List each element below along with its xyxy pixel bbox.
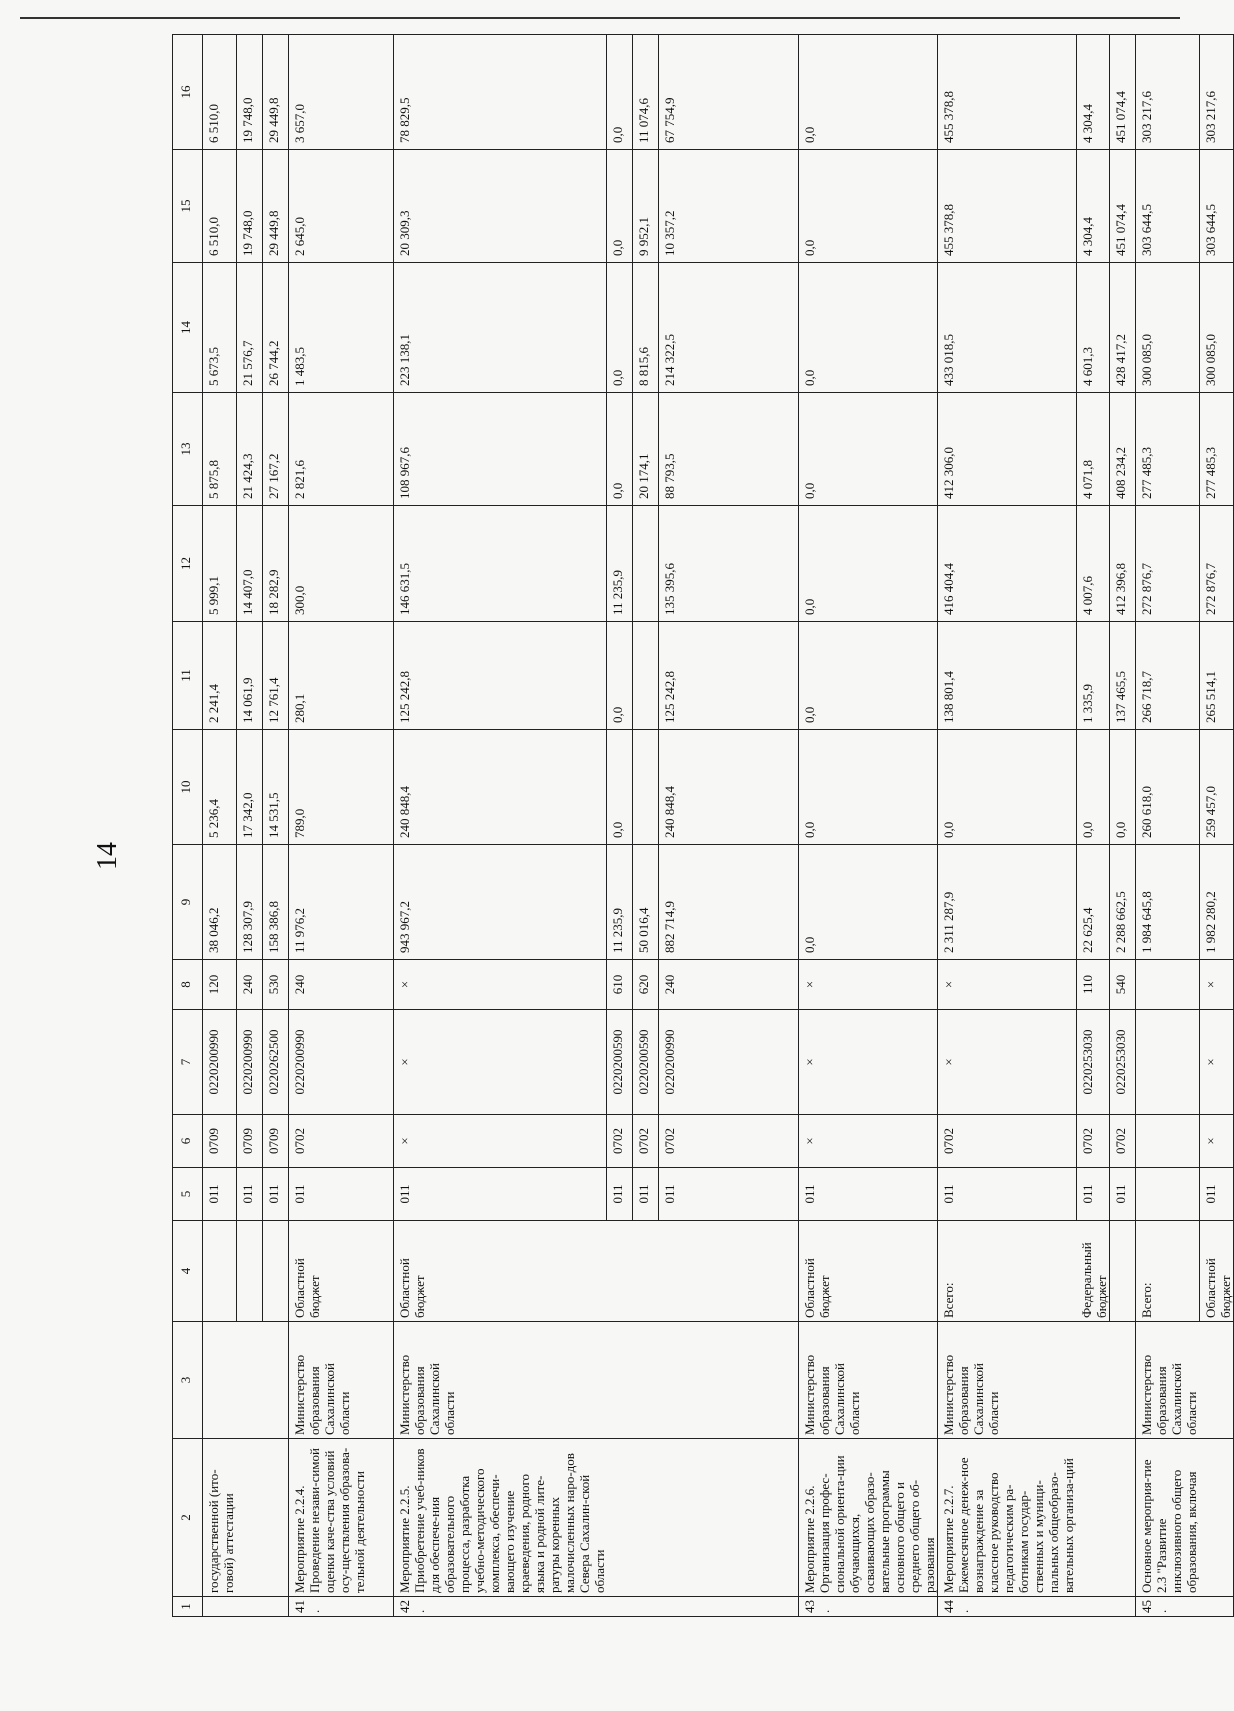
- table-cell: 300,0: [288, 506, 393, 622]
- column-header: 3: [173, 1322, 203, 1439]
- table-cell: 43.: [799, 1597, 938, 1617]
- table-cell: 011: [236, 1168, 262, 1221]
- table-cell: 120: [203, 960, 237, 1010]
- table-cell: 135 395,6: [659, 506, 799, 622]
- table-cell: [659, 1322, 799, 1439]
- table-cell: ×: [393, 1115, 607, 1168]
- table-cell: [633, 1597, 659, 1617]
- table-cell: 303 644,5: [1136, 150, 1200, 263]
- table-cell: 455 378,8: [938, 35, 1077, 150]
- table-cell: 0709: [203, 1115, 237, 1168]
- table-cell: 011: [262, 1168, 288, 1221]
- table-cell: 137 465,5: [1110, 622, 1136, 730]
- table-cell: [236, 1322, 262, 1439]
- table-cell: 11 976,2: [288, 845, 393, 960]
- table-cell: 125 242,8: [393, 622, 607, 730]
- table-cell: 266 718,7: [1136, 622, 1200, 730]
- table-cell: 20 174,1: [633, 393, 659, 506]
- table-cell: 11 235,9: [607, 845, 633, 960]
- table-cell: Областной бюджет: [1199, 1221, 1233, 1322]
- table-cell: 0709: [236, 1115, 262, 1168]
- table-cell: [262, 1597, 288, 1617]
- table-cell: 240 848,4: [393, 730, 607, 845]
- table-cell: 3 657,0: [288, 35, 393, 150]
- table-cell: Мероприятие 2.2.7. Ежемесячное денеж-ное вознаграждение за классное руководство педагогическим ра-ботникам государ-ственных и муници-пальных общеобразо-вательных организа-ций: [938, 1439, 1077, 1597]
- table-cell: 2 288 662,5: [1110, 845, 1136, 960]
- table-cell: 0702: [607, 1115, 633, 1168]
- column-header: 13: [173, 393, 203, 506]
- table-cell: [1110, 1322, 1136, 1439]
- table-cell: 38 046,2: [203, 845, 237, 960]
- table-row: [236, 35, 262, 1617]
- table-cell: Федеральный бюджет: [1076, 1221, 1110, 1322]
- table-cell: 0702: [938, 1115, 1077, 1168]
- table-cell: [1136, 1168, 1200, 1221]
- table-cell: 29 449,8: [262, 35, 288, 150]
- table-cell: 11 074,6: [633, 35, 659, 150]
- table-cell: 50 016,4: [633, 845, 659, 960]
- budget-table: [172, 34, 1234, 1617]
- table-cell: 011: [633, 1168, 659, 1221]
- table-cell: 277 485,3: [1136, 393, 1200, 506]
- table-row: [393, 35, 607, 1617]
- table-row: [203, 35, 237, 1617]
- table-row: [938, 35, 1077, 1617]
- table-cell: 610: [607, 960, 633, 1010]
- table-cell: 14 531,5: [262, 730, 288, 845]
- table-cell: 0,0: [799, 263, 938, 393]
- table-cell: 451 074,4: [1110, 150, 1136, 263]
- table-cell: [607, 1221, 633, 1322]
- table-cell: 240: [659, 960, 799, 1010]
- table-cell: ×: [799, 960, 938, 1010]
- table-cell: 21 576,7: [236, 263, 262, 393]
- column-header: 4: [173, 1221, 203, 1322]
- table-cell: 620: [633, 960, 659, 1010]
- table-cell: 0,0: [799, 506, 938, 622]
- table-cell: Всего:: [1136, 1221, 1200, 1322]
- table-cell: [1199, 1439, 1233, 1597]
- table-cell: 0702: [633, 1115, 659, 1168]
- table-row: [633, 35, 659, 1617]
- table-cell: 240: [288, 960, 393, 1010]
- table-cell: 240 848,4: [659, 730, 799, 845]
- table-row: [262, 35, 288, 1617]
- table-cell: 0709: [262, 1115, 288, 1168]
- table-cell: 4 304,4: [1076, 35, 1110, 150]
- table-cell: 2 241,4: [203, 622, 237, 730]
- table-cell: 6 510,0: [203, 150, 237, 263]
- table-cell: 011: [1199, 1168, 1233, 1221]
- table-cell: 10 357,2: [659, 150, 799, 263]
- table-cell: 1 984 645,8: [1136, 845, 1200, 960]
- table-cell: 8 815,6: [633, 263, 659, 393]
- table-cell: 272 876,7: [1136, 506, 1200, 622]
- table-cell: 67 754,9: [659, 35, 799, 150]
- table-cell: Министерство образования Сахалинской области: [938, 1322, 1077, 1439]
- table-cell: 45.: [1136, 1597, 1200, 1617]
- table-cell: Областной бюджет: [393, 1221, 607, 1322]
- table-cell: 5 875,8: [203, 393, 237, 506]
- table-cell: 1 982 280,2: [1199, 845, 1233, 960]
- table-cell: 0702: [1110, 1115, 1136, 1168]
- column-header: 14: [173, 263, 203, 393]
- column-header: 11: [173, 622, 203, 730]
- table-cell: 2 645,0: [288, 150, 393, 263]
- table-cell: [203, 1597, 237, 1617]
- column-header: 12: [173, 506, 203, 622]
- table-cell: 14 061,9: [236, 622, 262, 730]
- table-cell: [236, 1439, 262, 1597]
- table-cell: 4 071,8: [1076, 393, 1110, 506]
- table-cell: 108 967,6: [393, 393, 607, 506]
- table-row: [1110, 35, 1136, 1617]
- table-cell: 011: [938, 1168, 1077, 1221]
- table-cell: 0,0: [607, 150, 633, 263]
- table-cell: 0220200990: [659, 1010, 799, 1115]
- table-cell: [607, 1597, 633, 1617]
- table-cell: 303 644,5: [1199, 150, 1233, 263]
- table-cell: ×: [1199, 960, 1233, 1010]
- column-header: 9: [173, 845, 203, 960]
- table-cell: 011: [607, 1168, 633, 1221]
- table-cell: Министерство образования Сахалинской области: [288, 1322, 393, 1439]
- table-cell: 943 967,2: [393, 845, 607, 960]
- table-cell: 0,0: [607, 263, 633, 393]
- table-cell: [607, 1439, 633, 1597]
- table-cell: [203, 1322, 237, 1439]
- table-cell: [262, 1221, 288, 1322]
- table-cell: [659, 1597, 799, 1617]
- table-cell: 214 322,5: [659, 263, 799, 393]
- table-cell: 277 485,3: [1199, 393, 1233, 506]
- table-cell: 0,0: [1076, 730, 1110, 845]
- column-header: 2: [173, 1439, 203, 1597]
- table-cell: ×: [1199, 1115, 1233, 1168]
- table-cell: [1076, 1597, 1110, 1617]
- table-cell: 223 138,1: [393, 263, 607, 393]
- table-cell: 408 234,2: [1110, 393, 1136, 506]
- table-cell: 300 085,0: [1199, 263, 1233, 393]
- table-cell: 0,0: [607, 393, 633, 506]
- table-cell: 0,0: [1110, 730, 1136, 845]
- table-cell: 0220200590: [633, 1010, 659, 1115]
- table-cell: 5 673,5: [203, 263, 237, 393]
- table-cell: [633, 730, 659, 845]
- table-cell: 0220262500: [262, 1010, 288, 1115]
- table-cell: 011: [799, 1168, 938, 1221]
- table-row: [799, 35, 938, 1617]
- table-cell: 11 235,9: [607, 506, 633, 622]
- table-cell: 011: [1076, 1168, 1110, 1221]
- table-cell: 4 007,6: [1076, 506, 1110, 622]
- table-cell: 0702: [288, 1115, 393, 1168]
- table-cell: 303 217,6: [1136, 35, 1200, 150]
- table-cell: [607, 1322, 633, 1439]
- table-cell: 412 306,0: [938, 393, 1077, 506]
- table-cell: ×: [799, 1010, 938, 1115]
- table-cell: 0,0: [607, 730, 633, 845]
- table-cell: 0,0: [799, 393, 938, 506]
- table-cell: 412 396,8: [1110, 506, 1136, 622]
- table-cell: 125 242,8: [659, 622, 799, 730]
- table-cell: 0,0: [799, 35, 938, 150]
- table-cell: [262, 1439, 288, 1597]
- table-cell: 0702: [1076, 1115, 1110, 1168]
- column-header: 15: [173, 150, 203, 263]
- table-cell: 0220200990: [236, 1010, 262, 1115]
- table-cell: 22 625,4: [1076, 845, 1110, 960]
- table-row: [659, 35, 799, 1617]
- table-cell: 9 952,1: [633, 150, 659, 263]
- table-cell: [236, 1221, 262, 1322]
- table-cell: ×: [393, 960, 607, 1010]
- column-header: 10: [173, 730, 203, 845]
- table-cell: [1136, 960, 1200, 1010]
- table-cell: 12 761,4: [262, 622, 288, 730]
- table-cell: 0,0: [799, 730, 938, 845]
- table-cell: 21 424,3: [236, 393, 262, 506]
- table-cell: 011: [659, 1168, 799, 1221]
- table-row: [1199, 35, 1233, 1617]
- table-cell: 300 085,0: [1136, 263, 1200, 393]
- table-cell: [203, 1221, 237, 1322]
- table-row: [288, 35, 393, 1617]
- table-cell: 17 342,0: [236, 730, 262, 845]
- table-cell: 540: [1110, 960, 1136, 1010]
- table-cell: 158 386,8: [262, 845, 288, 960]
- table-cell: 272 876,7: [1199, 506, 1233, 622]
- table-cell: 011: [203, 1168, 237, 1221]
- table-cell: 78 829,5: [393, 35, 607, 150]
- table-cell: Министерство образования Сахалинской области: [799, 1322, 938, 1439]
- column-header: 8: [173, 960, 203, 1010]
- table-cell: 2 311 287,9: [938, 845, 1077, 960]
- table-cell: 0220200990: [288, 1010, 393, 1115]
- table-cell: 0702: [659, 1115, 799, 1168]
- table-cell: государственной (ито-говой) аттестации: [203, 1439, 237, 1597]
- table-cell: 88 793,5: [659, 393, 799, 506]
- table-cell: ×: [799, 1115, 938, 1168]
- table-cell: 240: [236, 960, 262, 1010]
- table-cell: 5 236,4: [203, 730, 237, 845]
- column-header: 7: [173, 1010, 203, 1115]
- table-cell: 416 404,4: [938, 506, 1077, 622]
- table-cell: ×: [393, 1010, 607, 1115]
- table-cell: [1136, 1010, 1200, 1115]
- table-cell: 18 282,9: [262, 506, 288, 622]
- table-cell: 0220200590: [607, 1010, 633, 1115]
- table-cell: [262, 1322, 288, 1439]
- table-cell: Мероприятие 2.2.5. Приобретение учеб-ников для обеспече-ния образовательного процесса, разработка учебно-методического комплекса, обеспечи-вающего изучение краеведения, родного языка и родной лите-ратуры коренных малочисленных наро-дов Севера Сахалин-ской области: [393, 1439, 607, 1597]
- table-cell: 42.: [393, 1597, 607, 1617]
- table-cell: [1110, 1597, 1136, 1617]
- table-cell: 0,0: [938, 730, 1077, 845]
- table-cell: [633, 622, 659, 730]
- table-cell: 1 483,5: [288, 263, 393, 393]
- table-row: [1076, 35, 1110, 1617]
- table-cell: [1110, 1439, 1136, 1597]
- table-cell: 14 407,0: [236, 506, 262, 622]
- table-cell: [633, 1221, 659, 1322]
- table-cell: [1199, 1597, 1233, 1617]
- table-cell: [1199, 1322, 1233, 1439]
- table-cell: 451 074,4: [1110, 35, 1136, 150]
- column-header: 6: [173, 1115, 203, 1168]
- table-cell: 433 018,5: [938, 263, 1077, 393]
- table-cell: 0,0: [799, 845, 938, 960]
- table-cell: Мероприятие 2.2.4. Проведение незави-симой оценки каче-ства условий осу-ществления образова-тельной деятельности: [288, 1439, 393, 1597]
- table-cell: 0,0: [799, 622, 938, 730]
- page-number: 14: [92, 842, 123, 870]
- table-cell: 280,1: [288, 622, 393, 730]
- column-header: 5: [173, 1168, 203, 1221]
- table-cell: 128 307,9: [236, 845, 262, 960]
- table-cell: 5 999,1: [203, 506, 237, 622]
- table-cell: 27 167,2: [262, 393, 288, 506]
- table-row: [1136, 35, 1200, 1617]
- table-cell: 0,0: [607, 622, 633, 730]
- table-cell: 110: [1076, 960, 1110, 1010]
- table-cell: 0220253030: [1076, 1010, 1110, 1115]
- table-cell: 29 449,8: [262, 150, 288, 263]
- table-cell: 138 801,4: [938, 622, 1077, 730]
- table-cell: 259 457,0: [1199, 730, 1233, 845]
- table-cell: Министерство образования Сахалинской области: [1136, 1322, 1200, 1439]
- table-cell: [236, 1597, 262, 1617]
- table-cell: 26 744,2: [262, 263, 288, 393]
- table-cell: [1136, 1115, 1200, 1168]
- table-cell: 44.: [938, 1597, 1077, 1617]
- table-cell: 303 217,6: [1199, 35, 1233, 150]
- table-cell: [633, 1322, 659, 1439]
- table-cell: 011: [288, 1168, 393, 1221]
- table-cell: 0,0: [799, 150, 938, 263]
- table-cell: ×: [1199, 1010, 1233, 1115]
- table-cell: 19 748,0: [236, 35, 262, 150]
- table-cell: 260 618,0: [1136, 730, 1200, 845]
- table-cell: 20 309,3: [393, 150, 607, 263]
- table-cell: Мероприятие 2.2.6. Организация профес-сиональной ориента-ции обучающихся, осваивающих образо-вательные программы основного общего и среднего общего об-разования: [799, 1439, 938, 1597]
- table-cell: [1076, 1322, 1110, 1439]
- table-cell: Областной бюджет: [288, 1221, 393, 1322]
- table-cell: 789,0: [288, 730, 393, 845]
- table-cell: [633, 1439, 659, 1597]
- table-cell: [659, 1221, 799, 1322]
- bottom-edge-line: [20, 17, 1180, 19]
- table-cell: 265 514,1: [1199, 622, 1233, 730]
- table-cell: 4 304,4: [1076, 150, 1110, 263]
- table-cell: Министерство образования Сахалинской области: [393, 1322, 607, 1439]
- table-cell: [633, 506, 659, 622]
- table-cell: 428 417,2: [1110, 263, 1136, 393]
- column-header: 1: [173, 1597, 203, 1617]
- table-cell: 19 748,0: [236, 150, 262, 263]
- table-cell: 4 601,3: [1076, 263, 1110, 393]
- table-cell: [1076, 1439, 1110, 1597]
- table-cell: 0220253030: [1110, 1010, 1136, 1115]
- table-cell: 455 378,8: [938, 150, 1077, 263]
- table-row: [607, 35, 633, 1617]
- table-cell: ×: [938, 960, 1077, 1010]
- table-cell: 146 631,5: [393, 506, 607, 622]
- table-cell: Основное мероприя-тие 2.3 "Развитие инклюзивного общего образования, включая: [1136, 1439, 1200, 1597]
- table-cell: 0220200990: [203, 1010, 237, 1115]
- table-cell: Областной бюджет: [799, 1221, 938, 1322]
- table-cell: 011: [393, 1168, 607, 1221]
- table-cell: 011: [1110, 1168, 1136, 1221]
- table-cell: 882 714,9: [659, 845, 799, 960]
- table-cell: [1110, 1221, 1136, 1322]
- column-header: 16: [173, 35, 203, 150]
- table-cell: 2 821,6: [288, 393, 393, 506]
- table-cell: Всего:: [938, 1221, 1077, 1322]
- table-cell: 0,0: [607, 35, 633, 150]
- table-cell: ×: [938, 1010, 1077, 1115]
- table-cell: 41.: [288, 1597, 393, 1617]
- table-cell: 530: [262, 960, 288, 1010]
- column-number-row: [173, 35, 203, 1617]
- table-cell: 6 510,0: [203, 35, 237, 150]
- table-cell: [659, 1439, 799, 1597]
- table-cell: 1 335,9: [1076, 622, 1110, 730]
